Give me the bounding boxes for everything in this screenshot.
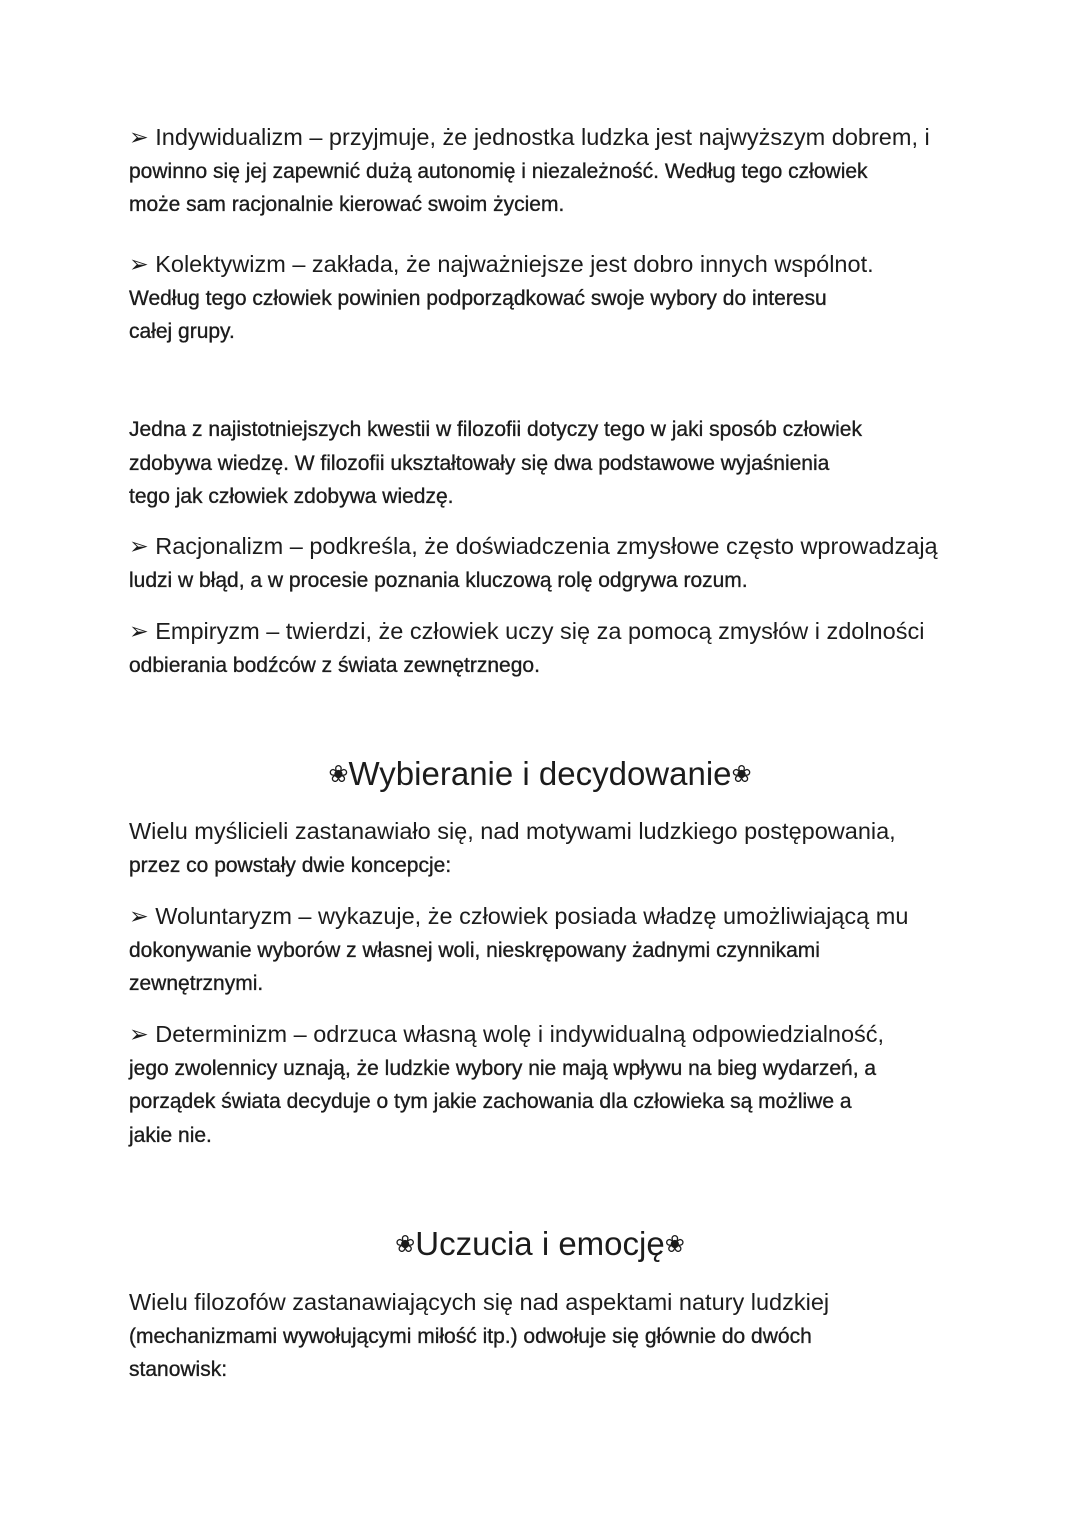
paragraph-wiedza [129, 413, 989, 514]
text-line: ➢ Empiryzm – twierdzi, że człowiek uczy się za pomocą zmysłów i zdolności [129, 618, 925, 644]
text-line: dokonywanie wyborów z własnej woli, nieskrępowany żadnymi czynnikami [129, 938, 820, 962]
heading-uczucia [0, 1224, 1080, 1264]
text-line: odbierania bodźców z świata zewnętrznego. [129, 653, 540, 677]
text-line: jego zwolennicy uznają, że ludzkie wybory nie mają wpływu na bieg wydarzeń, a [129, 1056, 877, 1080]
text-line: ➢ Kolektywizm – zakłada, że najważniejsze jest dobro innych wspólnot. [129, 251, 874, 277]
heading-text: Wybieranie i decydowanie [348, 755, 732, 792]
flower-icon: ❀ [664, 1230, 685, 1258]
heading-wybieranie [0, 754, 1080, 794]
paragraph-determinizm [129, 1018, 989, 1153]
paragraph-kolektywizm [129, 248, 989, 349]
paragraph-empiryzm [129, 615, 989, 682]
text-line: ludzi w błąd, a w procesie poznania kluczową rolę odgrywa rozum. [129, 568, 748, 592]
text-line: całej grupy. [129, 320, 235, 344]
text-line: Jedna z najistotniejszych kwestii w filozofii dotyczy tego w jaki sposób człowiek [129, 418, 862, 441]
text-line: jakie nie. [129, 1124, 212, 1148]
text-line: zdobywa wiedzę. W filozofii ukształtowały się dwa podstawowe wyjaśnienia [129, 451, 830, 475]
text-line: Wielu myślicieli zastanawiało się, nad motywami ludzkiego postępowania, [129, 818, 896, 844]
paragraph-indywidualizm [129, 121, 989, 222]
flower-icon: ❀ [731, 760, 752, 788]
text-line: Według tego człowiek powinien podporządkować swoje wybory do interesu [129, 286, 827, 310]
paragraph-racjonalizm [129, 530, 989, 597]
text-line: Wielu filozofów zastanawiających się nad aspektami natury ludzkiej [129, 1289, 830, 1315]
text-line: porządek świata decyduje o tym jakie zachowania dla człowieka są możliwe a [129, 1090, 852, 1114]
text-line: powinno się jej zapewnić dużą autonomię i niezależność. Według tego człowiek [129, 159, 868, 183]
text-line: przez co powstały dwie koncepcje: [129, 853, 452, 877]
flower-icon: ❀ [328, 760, 349, 788]
text-line: stanowisk: [129, 1358, 228, 1382]
text-line: zewnętrznymi. [129, 972, 264, 996]
text-line: tego jak człowiek zdobywa wiedzę. [129, 485, 454, 509]
paragraph-wybieranie-intro [129, 815, 989, 882]
paragraph-uczucia-intro [129, 1286, 989, 1387]
text-line: ➢ Racjonalizm – podkreśla, że doświadczenia zmysłowe często wprowadzają [129, 533, 938, 559]
text-line: (mechanizmami wywołującymi miłość itp.) odwołuje się głównie do dwóch [129, 1324, 812, 1348]
text-line: ➢ Determinizm – odrzuca własną wolę i indywidualną odpowiedzialność, [129, 1021, 885, 1047]
heading-text: Uczucia i emocję [415, 1225, 665, 1262]
text-line: może sam racjonalnie kierować swoim życiem. [129, 193, 565, 217]
paragraph-woluntaryzm [129, 900, 989, 1001]
text-line: ➢ Woluntaryzm – wykazuje, że człowiek posiada władzę umożliwiającą mu [129, 903, 909, 929]
text-line: ➢ Indywidualizm – przyjmuje, że jednostka ludzka jest najwyższym dobrem, i [129, 124, 930, 150]
flower-icon: ❀ [395, 1230, 416, 1258]
